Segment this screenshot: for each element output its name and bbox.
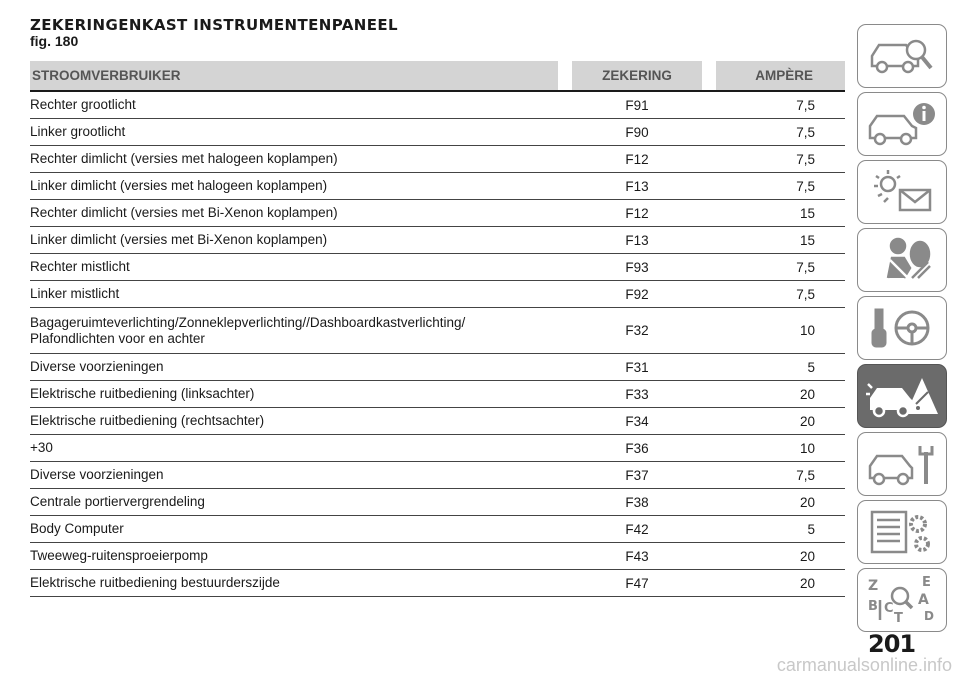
cell-consumer: Body Computer [30, 521, 124, 536]
table-body [30, 92, 845, 597]
column-header-fuse: ZEKERING [572, 61, 702, 90]
table-row [30, 408, 845, 435]
cell-consumer: Rechter grootlicht [30, 97, 136, 112]
watermark: carmanualsonline.info [776, 655, 952, 675]
table-row [30, 516, 845, 543]
cell-ampere: 7,5 [796, 178, 815, 194]
cell-consumer: Rechter dimlicht (versies met halogeen koplampen) [30, 151, 338, 166]
svg-text:C: C [884, 601, 894, 616]
table-row [30, 119, 845, 146]
tab-warning-lights[interactable] [857, 160, 947, 224]
cell-ampere: 20 [799, 548, 815, 564]
table-row [30, 146, 845, 173]
cell-ampere: 15 [799, 232, 815, 248]
cell-consumer: Elektrische ruitbediening (linksachter) [30, 386, 255, 401]
cell-ampere: 20 [799, 413, 815, 429]
tab-emergency[interactable] [857, 364, 947, 428]
table-row [30, 92, 845, 119]
cell-consumer: Linker mistlicht [30, 286, 120, 301]
cell-consumer: Elektrische ruitbediening (rechtsachter) [30, 413, 265, 428]
svg-text:B: B [868, 599, 878, 614]
table-row [30, 381, 845, 408]
cell-fuse: F47 [625, 575, 649, 591]
cell-ampere: 20 [799, 494, 815, 510]
cell-ampere: 15 [799, 205, 815, 221]
cell-consumer: Rechter dimlicht (versies met Bi-Xenon koplampen) [30, 205, 338, 220]
car-wrench-icon [864, 438, 940, 490]
car-info-icon [864, 98, 940, 150]
table-row [30, 254, 845, 281]
cell-fuse: F38 [625, 494, 649, 510]
cell-ampere: 7,5 [796, 97, 815, 113]
cell-ampere: 7,5 [796, 259, 815, 275]
table-header [30, 61, 845, 92]
warning-light-message-icon [864, 166, 940, 218]
table-row [30, 281, 845, 308]
page-title: ZEKERINGENKAST INSTRUMENTENPANEEL [30, 16, 398, 34]
cell-fuse: F92 [625, 286, 649, 302]
cell-ampere: 7,5 [796, 286, 815, 302]
column-header-consumer: STROOMVERBRUIKER [30, 61, 558, 90]
table-row [30, 543, 845, 570]
cell-ampere: 7,5 [796, 467, 815, 483]
table-row [30, 354, 845, 381]
cell-ampere: 20 [799, 575, 815, 591]
cell-ampere: 5 [807, 359, 815, 375]
tab-index[interactable] [857, 568, 947, 632]
cell-fuse: F31 [625, 359, 649, 375]
car-search-icon [864, 30, 940, 82]
cell-fuse: F43 [625, 548, 649, 564]
cell-fuse: F36 [625, 440, 649, 456]
tab-car-search[interactable] [857, 24, 947, 88]
table-row [30, 227, 845, 254]
tab-safety[interactable] [857, 228, 947, 292]
svg-text:E: E [922, 575, 931, 590]
cell-consumer: Elektrische ruitbediening bestuurderszijde [30, 575, 280, 590]
table-row [30, 435, 845, 462]
cell-consumer: Rechter mistlicht [30, 259, 130, 274]
tab-maintenance[interactable] [857, 432, 947, 496]
table-row [30, 200, 845, 227]
svg-text:A: A [918, 592, 929, 608]
column-header-ampere: AMPÈRE [716, 61, 845, 90]
cell-fuse: F93 [625, 259, 649, 275]
cell-fuse: F90 [625, 124, 649, 140]
cell-ampere: 10 [799, 440, 815, 456]
car-emergency-icon [864, 370, 940, 422]
cell-fuse: F13 [625, 178, 649, 194]
alphabet-index-icon [864, 574, 940, 626]
cell-fuse: F13 [625, 232, 649, 248]
cell-consumer: Linker dimlicht (versies met Bi-Xenon koplampen) [30, 232, 328, 247]
figure-reference: fig. 180 [30, 33, 79, 49]
tab-car-info[interactable] [857, 92, 947, 156]
airbag-seatbelt-icon [864, 234, 940, 286]
table-row [30, 173, 845, 200]
svg-text:Z: Z [868, 578, 879, 594]
cell-consumer: Linker dimlicht (versies met halogeen koplampen) [30, 178, 328, 193]
table-row [30, 308, 845, 354]
cell-ampere: 7,5 [796, 124, 815, 140]
cell-consumer: Diverse voorzieningen [30, 359, 164, 374]
cell-fuse: F33 [625, 386, 649, 402]
cell-fuse: F37 [625, 467, 649, 483]
cell-fuse: F12 [625, 205, 649, 221]
cell-consumer: Diverse voorzieningen [30, 467, 164, 482]
cell-ampere: 5 [807, 521, 815, 537]
table-row [30, 570, 845, 597]
tab-technical-data[interactable] [857, 500, 947, 564]
chapter-sidebar [857, 24, 947, 636]
cell-fuse: F12 [625, 151, 649, 167]
checklist-gear-icon [864, 506, 940, 558]
cell-consumer: +30 [30, 440, 53, 455]
svg-text:D: D [924, 609, 934, 623]
tab-starting-driving[interactable] [857, 296, 947, 360]
cell-fuse: F91 [625, 97, 649, 113]
table-row [30, 489, 845, 516]
table-row [30, 462, 845, 489]
cell-fuse: F34 [625, 413, 649, 429]
cell-consumer: Bagageruimteverlichting/Zonneklepverlichting//Dashboardkastverlichting/ Plafondlichten voor en achter [30, 314, 466, 346]
cell-ampere: 7,5 [796, 151, 815, 167]
cell-ampere: 20 [799, 386, 815, 402]
cell-consumer: Linker grootlicht [30, 124, 126, 139]
svg-text:T: T [894, 611, 903, 626]
cell-ampere: 10 [799, 323, 815, 338]
fuse-table [30, 61, 845, 597]
cell-consumer: Tweeweg-ruitensproeierpomp [30, 548, 208, 563]
page-number: 201 [868, 630, 916, 658]
cell-fuse: F32 [625, 323, 649, 338]
cell-consumer: Centrale portiervergrendeling [30, 494, 205, 509]
key-steering-wheel-icon [864, 302, 940, 354]
cell-fuse: F42 [625, 521, 649, 537]
